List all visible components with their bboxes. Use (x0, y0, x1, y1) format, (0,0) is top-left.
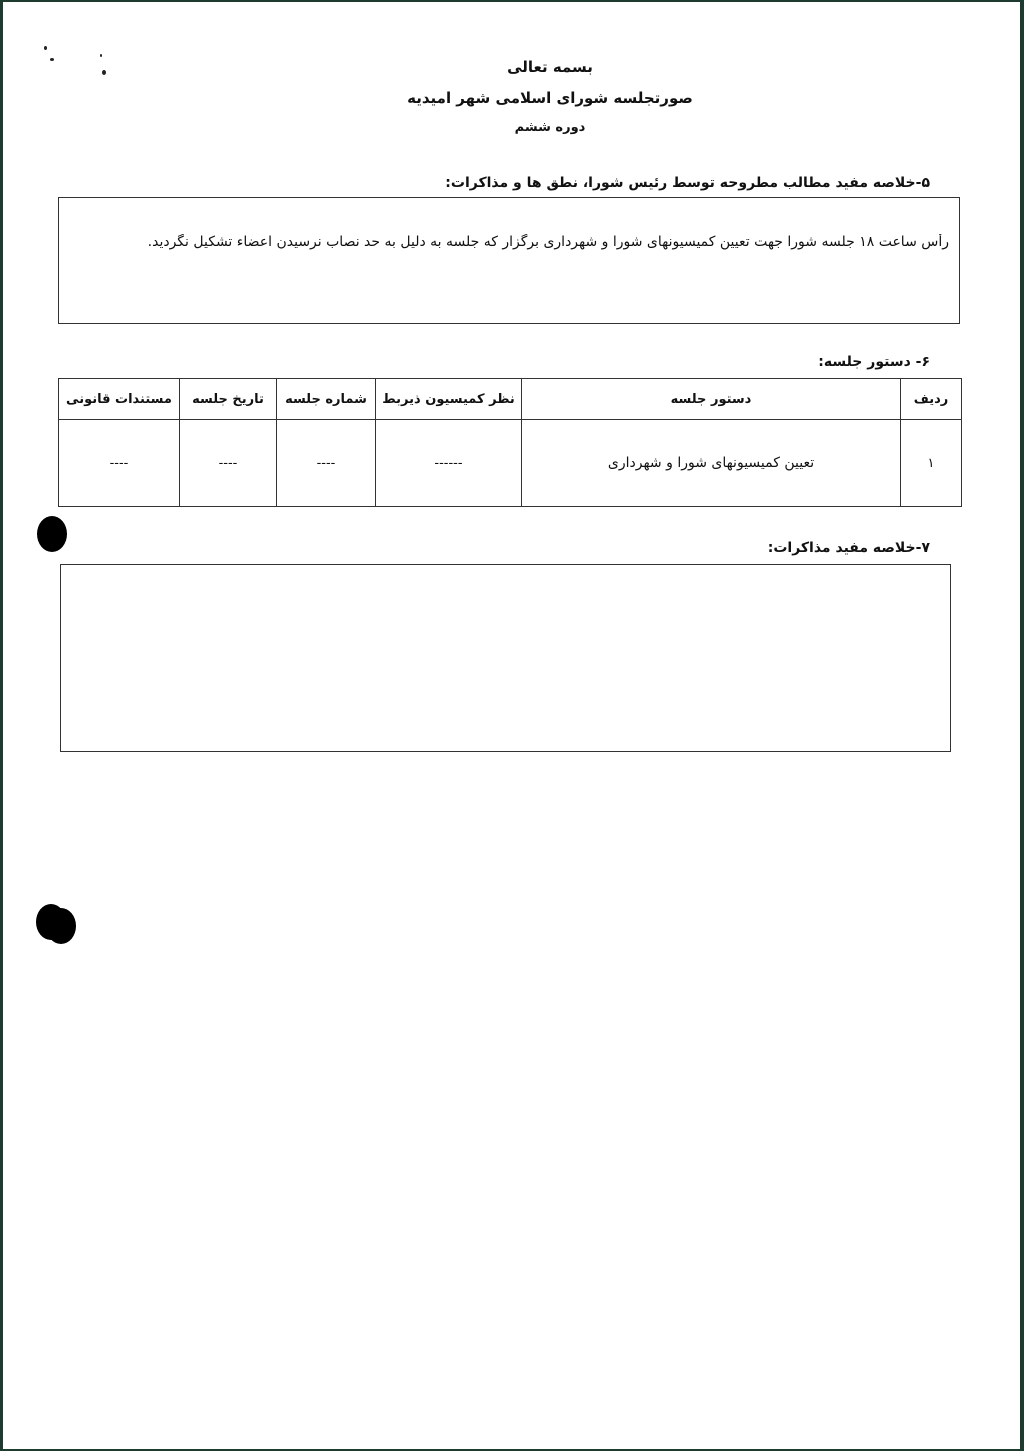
cell-agenda: تعیین کمیسیونهای شورا و شهرداری (522, 420, 901, 507)
punch-hole (37, 516, 67, 552)
scan-speck (44, 46, 47, 50)
cell-legal-documents: ---- (59, 420, 180, 507)
scan-speck (102, 70, 106, 75)
scan-edge-top (0, 0, 1024, 2)
section7-heading: ۷-خلاصه مفید مذاکرات: (767, 540, 930, 556)
punch-hole (46, 908, 76, 944)
agenda-table (58, 378, 962, 507)
cell-session-number: ---- (277, 420, 376, 507)
header-legal-documents: مستندات قانونی (59, 379, 180, 420)
cell-row-number: ۱ (901, 420, 962, 507)
header-commission-opinion: نظر کمیسیون ذیربط (376, 379, 522, 420)
scan-speck (50, 58, 54, 61)
cell-commission-opinion: ------ (376, 420, 522, 507)
header-session-number: شماره جلسه (277, 379, 376, 420)
document-title: صورتجلسه شورای اسلامی شهر امیدیه (407, 89, 693, 107)
section5-body: رأس ساعت ۱۸ جلسه شورا جهت تعیین کمیسیونهای شورا و شهرداری برگزار که جلسه به دلیل به حد نصاب نرسیدن اعضاء تشکیل نگردید. (147, 234, 949, 250)
table-header-row (59, 379, 962, 420)
table-row (59, 420, 962, 507)
section6-heading: ۶- دستور جلسه: (818, 354, 930, 370)
header-agenda: دستور جلسه (522, 379, 901, 420)
section5-heading: ۵-خلاصه مفید مطالب مطروحه توسط رئیس شورا، نطق ها و مذاکرات: (445, 175, 930, 191)
section5-box (58, 197, 960, 324)
header-row-number: ردیف (901, 379, 962, 420)
scan-speck (100, 54, 102, 57)
header-session-date: تاریخ جلسه (180, 379, 277, 420)
scan-edge-left (0, 0, 3, 1451)
cell-session-date: ---- (180, 420, 277, 507)
scan-edge-right (1020, 0, 1024, 1451)
council-term: دوره ششم (514, 120, 586, 135)
basmala: بسمه تعالی (507, 58, 593, 76)
section7-box (60, 564, 951, 752)
